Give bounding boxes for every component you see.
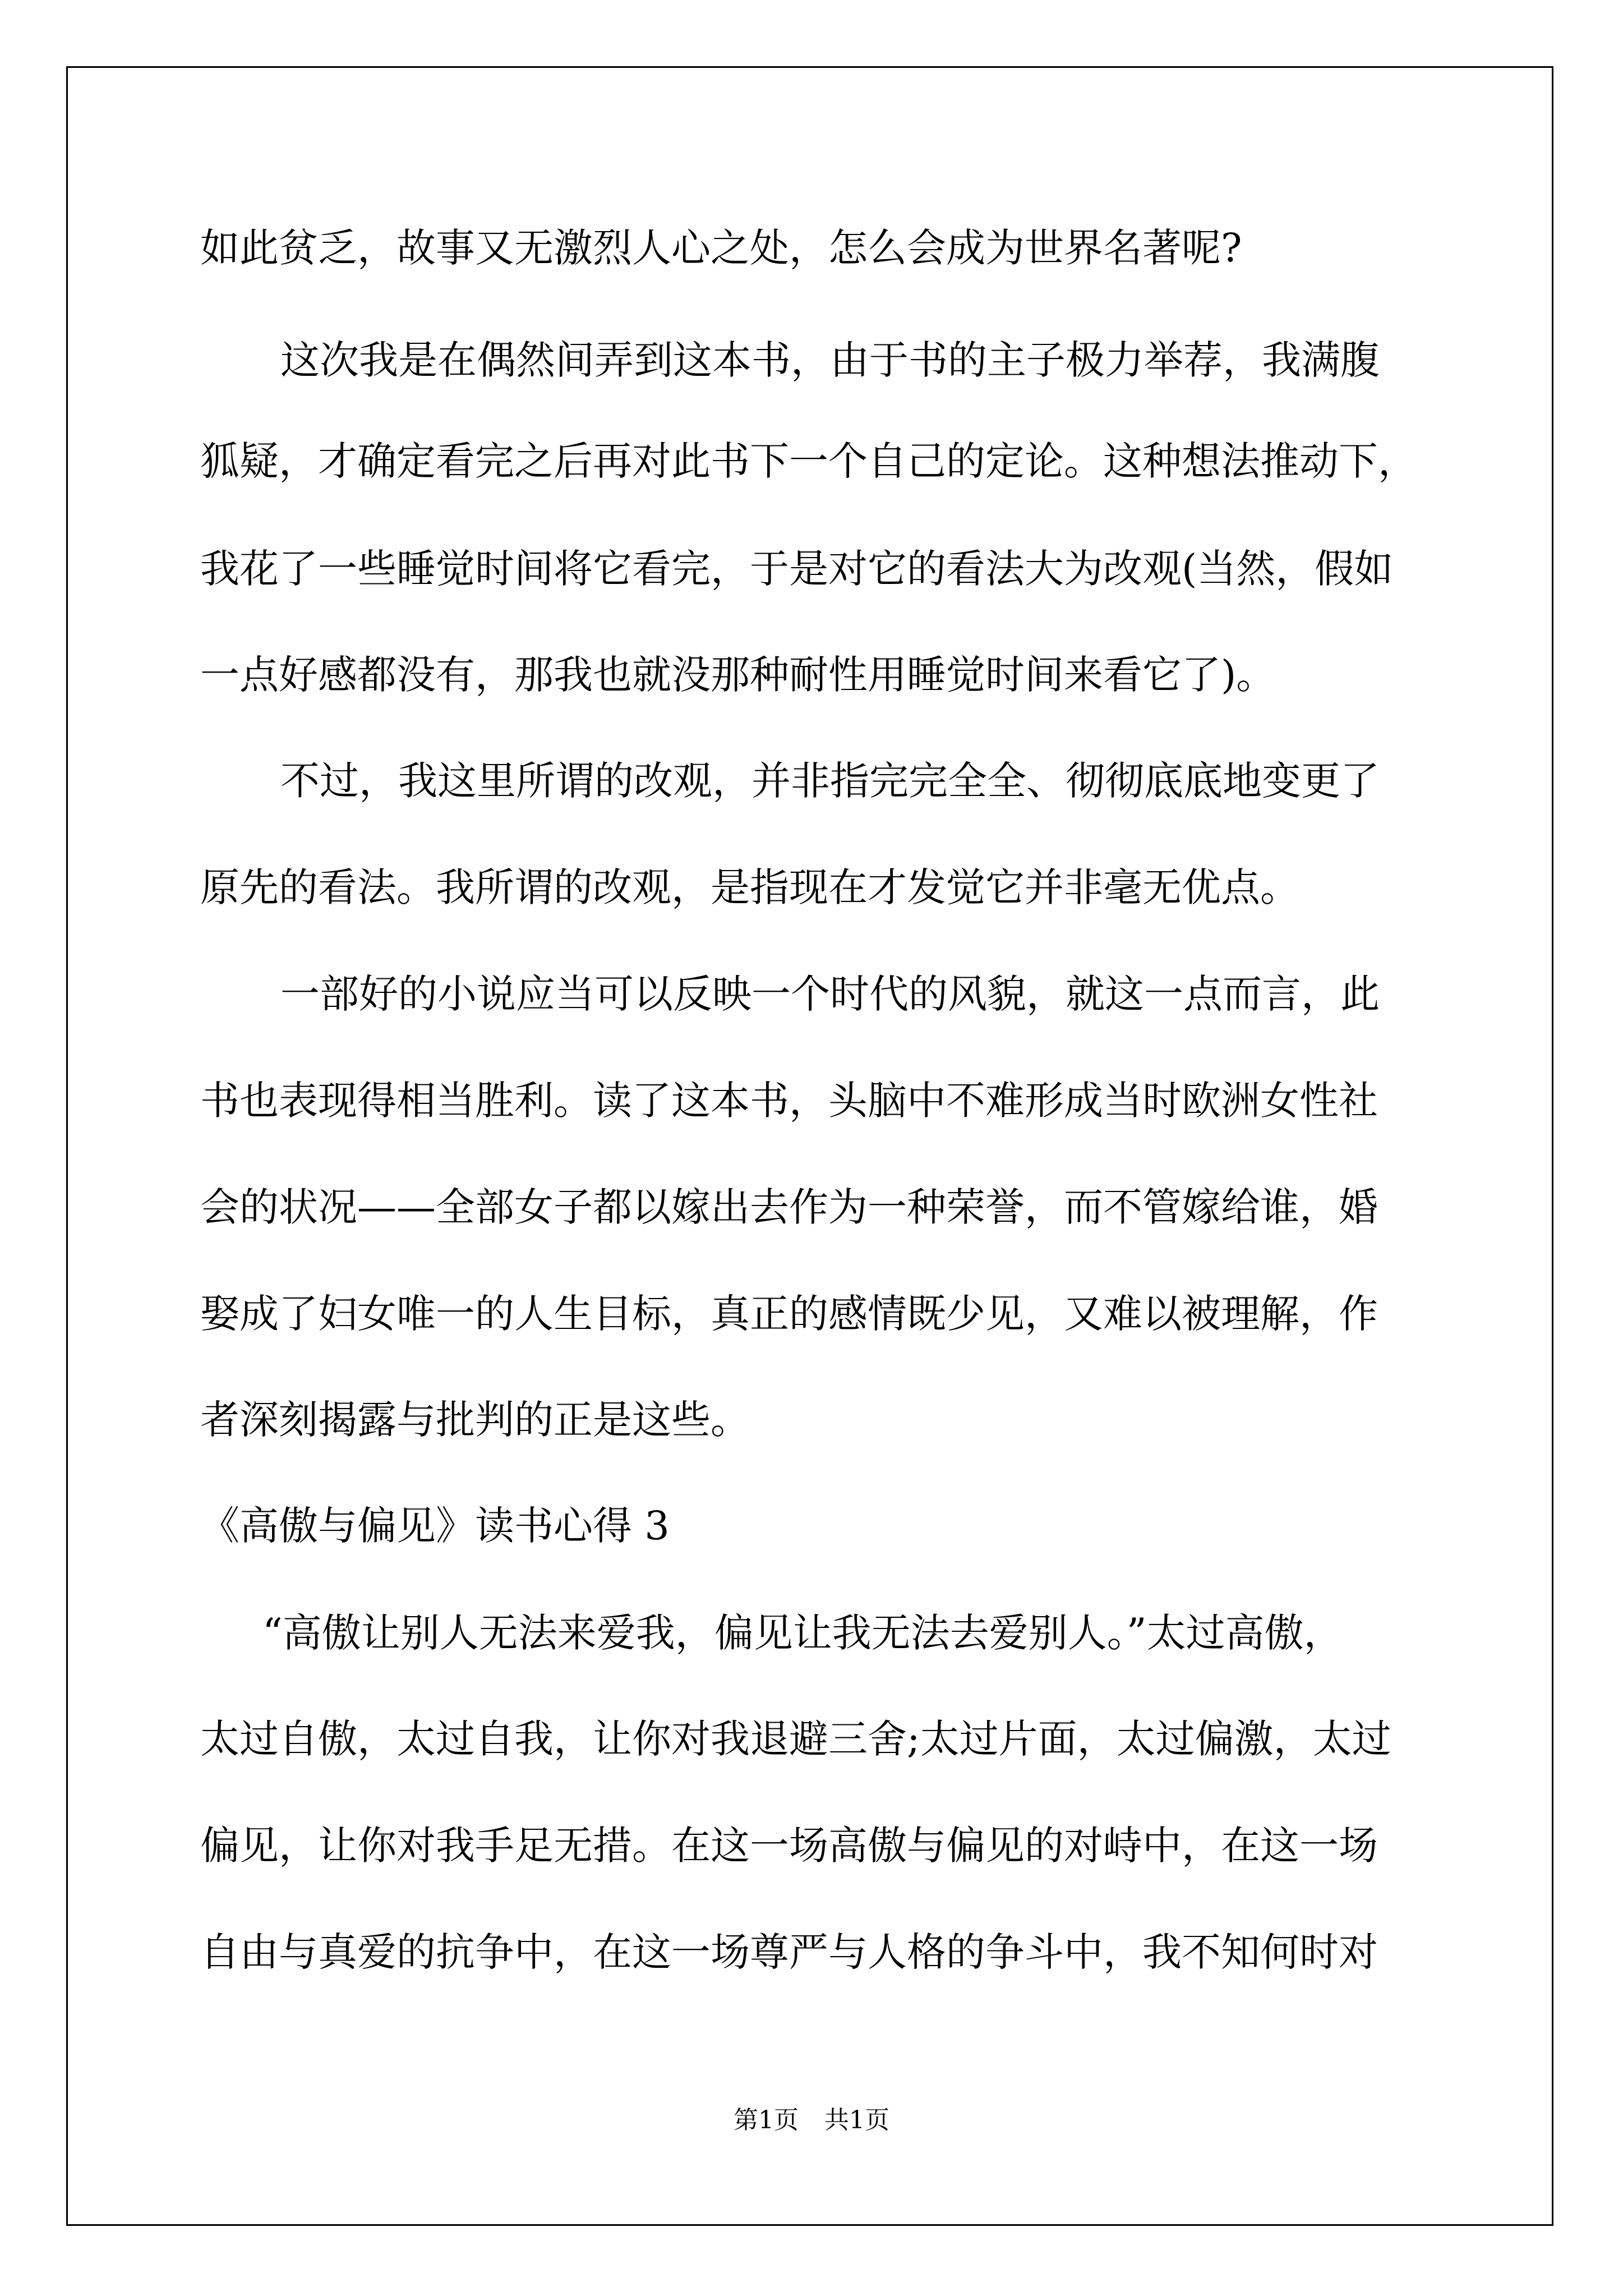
text-line-6: 不过，我这里所谓的改观，并非指完完全全、彻彻底底地变更了 bbox=[280, 758, 1380, 804]
text-line-9: 书也表现得相当胜利。读了这本书，头脑中不难形成当时欧洲女性社 bbox=[200, 1078, 1378, 1124]
text-line-15: 太过自傲，太过自我，让你对我退避三舍;太过片面，太过偏激，太过 bbox=[200, 1716, 1391, 1762]
text-line-16: 偏见，让你对我手足无措。在这一场高傲与偏见的对峙中，在这一场 bbox=[200, 1823, 1378, 1869]
page-number: 第1页 bbox=[734, 2106, 799, 2134]
page-total: 共1页 bbox=[824, 2106, 889, 2134]
text-line-2: 这次我是在偶然间弄到这本书，由于书的主子极力举荐，我满腹 bbox=[280, 337, 1380, 383]
text-line-11: 娶成了妇女唯一的人生目标，真正的感情既少见，又难以被理解，作 bbox=[200, 1291, 1378, 1337]
text-line-1: 如此贫乏，故事又无激烈人心之处，怎么会成为世界名著呢? bbox=[200, 225, 1242, 271]
section-heading: 《高傲与偏见》读书心得 3 bbox=[200, 1503, 670, 1549]
text-line-14: “高傲让别人无法来爱我，偏见让我无法去爱别人。”太过高傲， bbox=[262, 1610, 1343, 1656]
text-line-5: 一点好感都没有，那我也就没那种耐性用睡觉时间来看它了)。 bbox=[200, 652, 1276, 698]
text-line-8: 一部好的小说应当可以反映一个时代的风貌，就这一点而言，此 bbox=[280, 971, 1380, 1017]
text-line-3: 狐疑，才确定看完之后再对此书下一个自己的定论。这种想法推动下， bbox=[200, 438, 1417, 484]
text-line-7: 原先的看法。我所谓的改观，是指现在才发觉它并非毫无优点。 bbox=[200, 864, 1299, 910]
text-line-12: 者深刻揭露与批判的正是这些。 bbox=[200, 1397, 750, 1443]
text-line-17: 自由与真爱的抗争中，在这一场尊严与人格的争斗中，我不知何时对 bbox=[200, 1929, 1378, 1975]
text-line-4: 我花了一些睡觉时间将它看完，于是对它的看法大为改观(当然，假如 bbox=[200, 546, 1394, 592]
page-footer bbox=[0, 2104, 1623, 2137]
text-line-10: 会的状况——全部女子都以嫁出去作为一种荣誉，而不管嫁给谁，婚 bbox=[200, 1184, 1378, 1230]
